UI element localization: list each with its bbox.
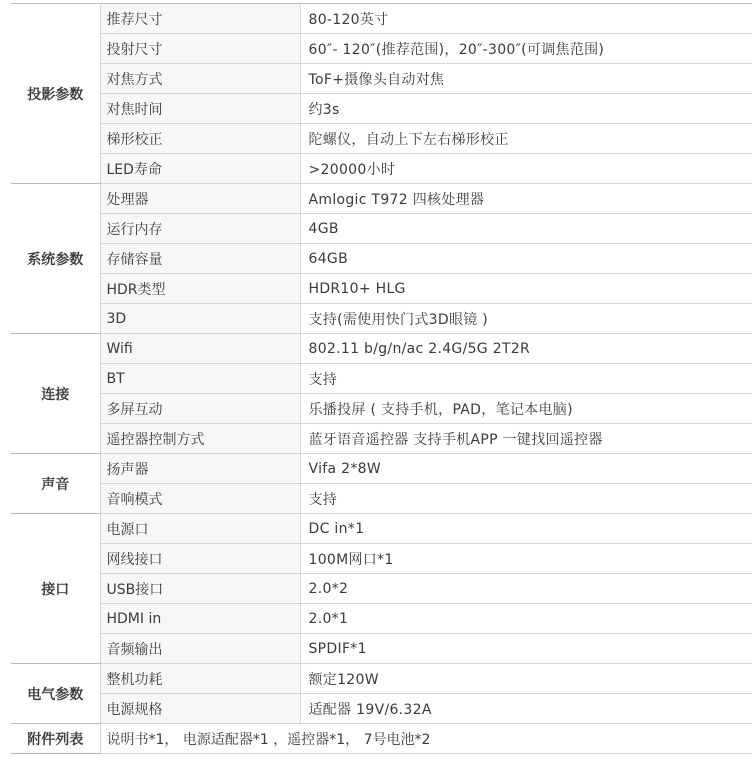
spec-row [11, 574, 752, 604]
spec-label: BT [100, 364, 300, 394]
spec-row [11, 154, 752, 184]
spec-row [11, 34, 752, 64]
spec-value: 支持 [300, 484, 752, 514]
spec-table-body [11, 4, 752, 754]
spec-row [11, 274, 752, 304]
spec-value: 蓝牙语音遥控器 支持手机APP 一键找回遥控器 [300, 424, 752, 454]
spec-label: 处理器 [100, 184, 300, 214]
group-title: 连接 [11, 334, 100, 454]
spec-label: HDMI in [100, 604, 300, 634]
group-title: 电气参数 [11, 664, 100, 724]
spec-value: 约3s [300, 94, 752, 124]
spec-row [11, 454, 752, 484]
spec-value: 2.0*1 [300, 604, 752, 634]
spec-row [11, 94, 752, 124]
spec-value: 100M网口*1 [300, 544, 752, 574]
spec-label: 推荐尺寸 [100, 4, 300, 34]
spec-value: 80-120英寸 [300, 4, 752, 34]
spec-value: 适配器 19V/6.32A [300, 694, 752, 724]
spec-row [11, 604, 752, 634]
spec-row [11, 664, 752, 694]
spec-label: 对焦时间 [100, 94, 300, 124]
spec-value: 支持(需使用快门式3D眼镜 ) [300, 304, 752, 334]
spec-label: 梯形校正 [100, 124, 300, 154]
spec-value: 乐播投屏 ( 支持手机，PAD，笔记本电脑) [300, 394, 752, 424]
spec-label: 网线接口 [100, 544, 300, 574]
spec-label: HDR类型 [100, 274, 300, 304]
group-title: 接口 [11, 514, 100, 664]
spec-label: 扬声器 [100, 454, 300, 484]
spec-label: 遥控器控制方式 [100, 424, 300, 454]
spec-label: 投射尺寸 [100, 34, 300, 64]
spec-row [11, 184, 752, 214]
spec-row [11, 694, 752, 724]
spec-row [11, 214, 752, 244]
spec-label: 3D [100, 304, 300, 334]
spec-label: 存储容量 [100, 244, 300, 274]
spec-row [11, 334, 752, 364]
spec-value: 60″- 120″(推荐范围)，20″-300″(可调焦范围) [300, 34, 752, 64]
spec-row [11, 304, 752, 334]
spec-row [11, 364, 752, 394]
spec-label: 电源规格 [100, 694, 300, 724]
spec-label: 音响模式 [100, 484, 300, 514]
spec-label: Wifi [100, 334, 300, 364]
spec-value: 2.0*2 [300, 574, 752, 604]
group-title: 系统参数 [11, 184, 100, 334]
spec-row [11, 544, 752, 574]
spec-value: HDR10+ HLG [300, 274, 752, 304]
spec-row [11, 514, 752, 544]
spec-value: 64GB [300, 244, 752, 274]
spec-label: 运行内存 [100, 214, 300, 244]
spec-value: 4GB [300, 214, 752, 244]
spec-value: DC in*1 [300, 514, 752, 544]
spec-label: LED寿命 [100, 154, 300, 184]
group-title: 投影参数 [11, 4, 100, 184]
spec-value: 802.11 b/g/n/ac 2.4G/5G 2T2R [300, 334, 752, 364]
spec-row [11, 244, 752, 274]
spec-value: >20000小时 [300, 154, 752, 184]
spec-label: 电源口 [100, 514, 300, 544]
spec-row [11, 634, 752, 664]
spec-row [11, 394, 752, 424]
spec-row [11, 124, 752, 154]
spec-table [11, 3, 752, 754]
accessories-title: 附件列表 [11, 724, 100, 754]
spec-value: ToF+摄像头自动对焦 [300, 64, 752, 94]
spec-row [11, 484, 752, 514]
spec-label: 整机功耗 [100, 664, 300, 694]
spec-value: Vifa 2*8W [300, 454, 752, 484]
spec-row [11, 4, 752, 34]
spec-value: 额定120W [300, 664, 752, 694]
spec-row [11, 424, 752, 454]
spec-value: Amlogic T972 四核处理器 [300, 184, 752, 214]
spec-row [11, 64, 752, 94]
spec-label: USB接口 [100, 574, 300, 604]
spec-label: 多屏互动 [100, 394, 300, 424]
group-title: 声音 [11, 454, 100, 514]
spec-value: 陀螺仪，自动上下左右梯形校正 [300, 124, 752, 154]
spec-label: 音频输出 [100, 634, 300, 664]
accessories-value: 说明书*1， 电源适配器*1 ，遥控器*1， 7号电池*2 [100, 724, 752, 754]
spec-value: 支持 [300, 364, 752, 394]
accessories-row [11, 724, 752, 754]
spec-label: 对焦方式 [100, 64, 300, 94]
spec-value: SPDIF*1 [300, 634, 752, 664]
